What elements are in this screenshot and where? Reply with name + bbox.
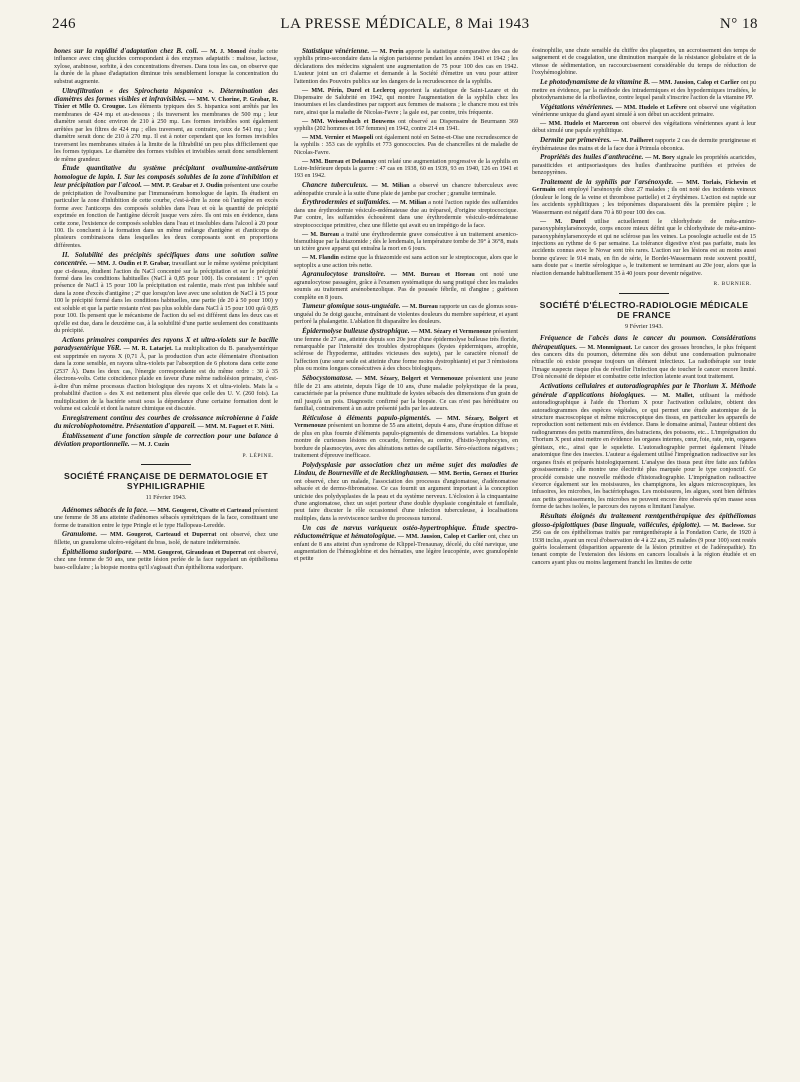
abstract-authors: — M. Flandin	[302, 255, 339, 262]
abstract-authors: — MM. Hudelo et Marceron	[540, 120, 619, 127]
abstract-text: ont observé une végétation vénérienne unique du gland ayant simulé à son début un accident primaire.	[532, 104, 756, 119]
abstract-text: ont observé, chez une fillette, un granulome ulcéro-végétant du bras, isolé, de nature indéterminée.	[54, 532, 278, 546]
abstract-title: Polydysplasie par association chez un même sujet des maladies de Lindau, de Bourneville et de Recklinghausen.	[294, 460, 518, 478]
abstract	[54, 165, 278, 250]
abstract-text: éosinophilie, une chute sensible du chiffre des plaquettes, un accroissement des temps de saignement et de coagulation, une diminution marquée de la résistance globulaire et de la vitesse de sédimentation, un raccourcissement considérable du temps de réduction de l'oxyhémoglobine.	[532, 48, 756, 77]
abstract	[294, 375, 518, 413]
section-divider	[141, 464, 191, 465]
abstract-authors: — MM. Périn, Durel et Leclercq	[302, 87, 396, 94]
abstract-authors: — MM. Weissenbach et Bouwens	[302, 118, 395, 125]
abstract-authors: — M. R. Latarjet.	[123, 346, 173, 353]
abstract	[532, 79, 756, 102]
abstract	[294, 462, 518, 524]
abstract	[294, 415, 518, 461]
abstract-title: bones sur la rapidité d'adaptation chez B. coli.	[54, 47, 199, 55]
abstract-text: présentent une courbe de précipitation de l'ovalbumine par l'immunsérum homologue de lapin. Ils étudient en particulier la zone d'inhibition de cette courbe, c'est-à-dire la zone où l'antigène en excès forme avec l'anticorps des composés solubles dans l'eau et où la quantité de précipité exprimée en fonction de l'antigène décroît jusque vers zéro. Ils ont mis en évidence, dans cette zone, l'existence de composés solubles dans l'eau et insolubles dans l'alcool à 20 pour 100. Ils concluent à la formation dans un même mélange d'antigène et d'anticorps de plusieurs combinaisons dans lesquelles les deux composants sont en proportions différentes.	[54, 183, 278, 249]
abstract-text: La multiplication du B. paradysentérique est supprimée en rayons X (0,71 Å, par la production d'un acte élémentaire d'ionisation dans la zone sensible, en rayons ultra-violets par l'absorption de 6 photons dans cette zone (2537 Å). Dans les deux cas, l'énergie correspondante est du même ordre : 30 à 35 électrons-volts. Cette coïncidence plaide en faveur d'une même radiolésion primaire, c'est-à-dire d'un même processus d'action biologique des rayons X et ultra-violets. Mais la « probabilité d'action » des X est nettement plus élevée que celle des U. V. (260 fois). La multiplication de la bactérie serait sous la dépendance d'une certaine formation dont le volume est calculé et dont la nature chimique est discutée.	[54, 346, 278, 413]
abstract	[54, 415, 278, 432]
abstract-title: Actions primaires comparées des rayons X et ultra-violets sur le bacille paradysentérique Y6R.	[54, 335, 278, 353]
abstract-authors: — MM. Vernier et Maspoli	[302, 134, 374, 141]
session-date: 11 Février 1943.	[145, 494, 187, 502]
abstract	[294, 525, 518, 564]
abstract	[54, 531, 278, 547]
abstract-authors: — MM. Sézary, Bolgert et Vermenouze	[355, 376, 464, 383]
abstract-authors: — M. J. Cuzin	[131, 442, 170, 449]
abstract-title: Réticulose à éléments papulo-pigmentés.	[302, 413, 432, 422]
abstract-authors: — MM. P. Grabar et J. Oudin	[143, 183, 223, 190]
society-heading: SOCIÉTÉ D'ÉLECTRO-RADIOLOGIE MÉDICALE DE FRANCE	[539, 299, 749, 320]
abstract-text: rapporte un cas de glomus sous-unguéal du 3e doigt gauche, entraînant de violentes douleurs du membre supérieur, et ayant perforé la phalangette. L'ablation fit disparaître les douleurs.	[294, 304, 518, 326]
abstract-text: a observé un chancre tuberculeux avec adénopathie crurale à la suite d'une plaie de jambe par crocher ; granulie terminale.	[294, 183, 518, 197]
abstract-authors: — M. Perin	[371, 49, 404, 55]
abstract-text: Les éléments typiques des S. hispanica sont arrêtés par les membranes de 424 mμ et au-dessous ; ils traversent les membranes de 500 mμ ; leur diamètre serait donc environ de 210 à 250 mμ. Les formes invisibles sont également arrêtées par les filtres de 424 mμ ; elles traversent, au contraire, ceux de 541 mμ ; leur diamètre serait donc de 210 à 270 mμ. Il est à noter cependant que les formes invisibles traversent les membranes situées à la limite de la filtrabilité un peu plus difficilement que les formes typiques. Le diamètre des formes visibles et invisibles serait donc sensiblement de même grandeur.	[54, 104, 279, 163]
abstract	[54, 433, 278, 450]
abstract-authors: — MM. Bertin, Gernez et Huriez	[430, 471, 518, 478]
abstract-authors: — M. Milian	[392, 200, 427, 207]
abstract	[54, 48, 278, 86]
abstract-text: ont observé au Dispensaire de Beurmann 369 syphilis (202 hommes et 167 femmes) en 1942, contre 214 en 1941.	[294, 118, 518, 133]
abstract-text: ont relaté une augmentation progressive de la syphilis en Loire-Inférieure depuis la guerre : 47 cas en 1938, 60 en 1939, 93 en 1940, 126 en 1941 et 193 en 1942.	[294, 158, 518, 180]
section-signature: P. LÉPINE.	[242, 452, 274, 459]
abstract-title: Résultats éloignés du traitement rœntgenthérapique des épithéliomas glosso-épiglottiques (base linguale, vallécules, épiglotte).	[532, 512, 756, 529]
abstract	[294, 255, 518, 270]
abstract-authors: — MM. Sézary, Bolgert et Vermenouze	[294, 415, 518, 430]
abstract-authors: — M. Bureau	[302, 231, 340, 238]
abstract-title: Agranulocytose transitoire.	[302, 270, 386, 279]
abstract-authors: — MM. Gougerot, Civatte et Carteaud	[149, 507, 252, 514]
abstract-text: ont également noté en Seine-et-Oise une recrudescence de la syphilis : 353 cas de syphilis et 773 gonococcies. Pas de chancrelles ni de maladie de Nicolas-Favre.	[294, 134, 519, 156]
column-middle	[294, 48, 518, 565]
abstract-title: Un cas de nævus variqueux ostéo-hypertrophique. Étude spectro-réductométrique et hématologique.	[294, 523, 518, 541]
abstract-text: présentent une jeune fille de 21 ans atteinte, depuis l'âge de 10 ans, d'une maladie polykystique de la peau, caractérisée par la présence d'une multitude de kystes sébacés des dimensions d'un grain de mil jusqu'à un pois. Diagnostic confirmé par la biopsie. Ce cas n'est pas héréditaire ou familial, contrairement à un autre présenté jadis par les auteurs.	[294, 376, 519, 412]
abstract-text: présentent une femme de 27 ans, atteinte depuis son 20e jour d'une épidermolyse bulleuse très floride, remarquable par l'intensité des troubles dystrophiques (kystes épidermiques, atrophie, sclérose de l'hypoderme, attitudes vicieuses des sujets), par le caractère récessif de l'affection (une sœur seule est atteinte d'une forme moins dystrophiante) et par 3 rémissions plus ou moins longues consécutives à des chocs biologiques.	[294, 329, 518, 373]
abstract-text: ont, chez un enfant de 8 ans atteint d'un syndrome de Klippel-Trenaunay, décelé, du côté nævique, une augmentation de l'hémoglobine et des hématies, une légère leucopénie, avec granulopénie et petite	[294, 534, 518, 563]
abstract-text: apportent la statistique de Saint-Lazare et du Dispensaire de Salubrité en 1942, qui montre l'augmentation de la syphilis chez les insoumises et les clandestines par rapport aux femmes de maisons ; le chancre mou est très rare, ainsi que la maladie de Nicolas-Favre ; la gale est, par contre, très fréquente.	[294, 87, 518, 116]
abstract	[532, 104, 756, 120]
abstract-authors: — MM. Bureau et Horeau	[390, 272, 475, 279]
abstract-title: Statistique vénérienne.	[302, 47, 370, 55]
abstract-title: Chancre tuberculeux.	[302, 181, 368, 190]
abstract-authors: — M. Mallet,	[650, 392, 695, 399]
abstract	[294, 199, 518, 230]
abstract	[294, 182, 518, 198]
abstract-authors: — MM. Bureau et Delaunay	[302, 158, 377, 165]
abstract-title: Ultrafiltration « des Spirochæta hispanica ». Détermination des diamètres des formes visibles et infravisibles.	[54, 86, 278, 104]
abstract-title: Enregistrement continu des courbes de croissance microbienne à l'aide du microbiophotomètre. Présentation d'appareil.	[54, 413, 278, 431]
abstract-text: a noté l'action rapide des sulfamides dans une érythrodermie vésiculo-œdémateuse due au tréparsol, d'origine streptococcique. Par contre, les sulfamides échouèrent dans une érythrodermie vésiculo-œdémateuse streptococcique primitive, chez une fillette qui avait eu un impétigo de la face.	[294, 200, 518, 229]
abstract-text: ont observé des végétations vénériennes ayant à leur début simulé une papule syphilitique.	[532, 120, 756, 135]
abstract-authors: — MM. Hudelo et Lefèvre	[615, 104, 687, 111]
abstract-authors: — MM. Gougerot, Giraudeau et Duperrat	[134, 549, 247, 556]
abstract-title: Adénomes sébacés de la face.	[62, 505, 149, 514]
abstract-title: Tumeur glomique sous-unguéale.	[302, 302, 401, 311]
abstract-title: Dermite par primevères.	[540, 136, 612, 145]
abstract	[294, 48, 518, 86]
abstract-title: Propriétés des huiles d'anthracène.	[540, 153, 644, 162]
abstract-authors: — MM. Torlais, Fichevin et Germain	[532, 180, 756, 194]
abstract-text: estime que la thiazomide est sans action sur le streptocoque, alors que le septoplix a une action très nette.	[294, 255, 518, 269]
abstract-authors: — MM. Sézary et Vermenouze	[411, 329, 492, 336]
abstract	[54, 507, 278, 530]
abstract	[294, 159, 518, 181]
abstract-title: Établissement d'une fonction simple de correction pour une balance à déviation proportionnelle.	[54, 431, 278, 449]
abstract-text: a traité une érythrodermie grave consécutive à un traitement arsenico-bismuthique par la thiazomide ; dès le lendemain, la température tombe de 39° à 36°8, mais un ictère grave apparut qui entraîna la mort en 6 jours.	[294, 231, 518, 253]
abstract	[294, 88, 518, 118]
abstract	[294, 119, 518, 134]
abstract	[532, 513, 756, 567]
abstract-title: II. Solubilité des précipités spécifiques dans une solution saline concentrée.	[54, 250, 278, 268]
journal-title: LA PRESSE MÉDICALE, 8 Mai 1943	[280, 16, 530, 32]
abstract-authors: — M. Bureau	[402, 304, 438, 311]
column-right	[532, 48, 756, 569]
abstract-title: Granulome.	[62, 530, 98, 539]
page-header	[52, 14, 758, 36]
abstract	[532, 179, 756, 217]
abstract	[532, 219, 756, 279]
abstract	[294, 135, 518, 157]
abstract-text: apporte la statistique comparative des cas de syphilis primo-secondaire dans la région parisienne pendant les années 1941 et 1942 ; les déclarations des médecins signalent une augmentation de 75 pour 100 des cas en 1942. L'auteur joint un cri d'alarme et demande à la Société d'émettre un vœu pour attirer l'attention des Pouvoirs publics sur les dangers de la recrudescence de la syphilis.	[294, 49, 518, 85]
abstract-text: ont observé, chez une femme de 50 ans, une petite lésion perlée de la face rappelant un épithélioma baso-cellulaire ; la biopsie montra qu'il s'agissait d'un épithélioma sudoripare.	[54, 549, 278, 571]
abstract-authors: — MM. M. Faguet et F. Nitti.	[197, 424, 274, 431]
abstract	[54, 549, 278, 572]
abstract	[294, 328, 518, 374]
abstract-authors: — M. Baclesse.	[703, 522, 746, 529]
abstract-authors: — M. Milian	[371, 183, 410, 190]
abstract-text: utilisant la méthode autoradiographique à l'aide du Thorium X pour l'activation cellulaire, obtient des autoradiogrammes des espèces végétales, ce qui permet une étude anatomique de la structure macroscopique et même microscopique des tissus, en particulier les appareils de reproduction sont nettement mis en évidence. Dans le domaine animal, l'auteur obtient des radiogrammes des petits mammifères, des batraciens, des poissons, etc... L'imprégnation du Thorium X peut ainsi mettre en évidence les organes internes, cœur, foie, rate, rein, organes génitaux, etc., ainsi que le squelette. L'autoradiographie permet également l'étude anatomique fine des insectes. L'auteur a également utilisé l'imprégnation radioactive sur les organes fixés et préparés histologiquement. L'analyse des tissus peut être faite aux faibles grossissements ; elle montre une électivité plus marquée pour le type conjonctif. Ce procédé consiste une nouvelle méthode d'historadiographie. L'imprégnation radioactive s'exerce également sur les moisissures, les champignons, les algues microscopiques, les infusoires, les microbes, les bactériophages. Les moisissures, les algues, sont bien définies aux petits grossissements, les microbes ne peuvent encore être observés qu'en masse sous forme de taches isolées, le parcours des rayons α limitant l'analyse.	[532, 392, 757, 511]
abstract-title: Épithélioma sudoripare.	[62, 547, 134, 556]
abstract	[532, 335, 756, 382]
abstract	[532, 48, 756, 78]
abstract-text: ont noté une agranulocytose passagère, grâce à l'examen systématique du sang pratiqué chez les malades soumis au traitement arsénobenzolique. Pas de poussée fébrile, ni d'angine ; guérison complète en 8 jours.	[294, 272, 518, 301]
abstract-authors: — MM. Jausion, Calop et Carlier	[397, 534, 487, 541]
abstract-text: Sur 256 cas de ces épithéliomas traités par rœntgenthérapie à la Fondation Curie, de 1920 à 1938 inclus, ayant un recul d'observation de 4 à 22 ans, 25 malades (9 pour 100) sont restés guéris localement (disparition apparente de la lésion primitive et de l'adénopathie). En tenant compte de l'extension des lésions en cancers localisés à la région étudiée et en cancers ayant plus ou moins largement franchi les limites de cette	[532, 522, 756, 566]
section-divider	[619, 293, 669, 294]
abstract-authors: — M. Durel	[540, 218, 586, 225]
abstract-text: ont pu mettre en évidence, par la méthode des intradermiques et des hypodermiques irradiées, le photodynamisme de la riboflavine, contre lequel paraît s'inscrire l'action de la vitamine PP.	[532, 80, 756, 102]
session-date: 9 Février 1943.	[625, 322, 663, 330]
abstract-title: Épidermolyse bulleuse dystrophique.	[302, 327, 410, 336]
abstract-text: ont employé l'arsénoxyde chez 27 malades ; ils ont noté des incidents veineux (douleur le long de la veine et thrombose partielle) et 2 érythèmes. L'action est rapide sur les accidents syphilitiques ; les tréponèmes disparaissent dès la première piqûre ; le Wassermann est négatif dans 70 à 80 pour 100 des cas.	[532, 187, 756, 216]
abstract-title: Le photodynamisme de la vitamine B.	[540, 78, 650, 87]
issue-number: N° 18	[719, 16, 758, 32]
abstract-text: ont observé, chez un malade, l'association des processus d'angiomatose, d'adénomatose sébacée et de dermo-fibromatose. Ce cas fournit un argument important à la conception uniciste des polydysplasies de la peau et du système nerveux. L'éclosion à la cinquantaine d'une angiomatose, chez un sujet porteur d'une double dysplasie congénitale et familiale, peut faire discuter le rôle occasionnel d'une infection tuberculeuse, à localisations multiples, dans la reviviscence tardive du processus tumoral.	[294, 478, 518, 522]
abstract	[294, 271, 518, 302]
abstract	[54, 252, 278, 336]
abstract-text: utilise actuellement le chlorhydrate de méta-amino-paraoxyphénylarsénoxyde, corps encore mieux défini que le chlorhydrate de méta-amino-paraoxyphénylarsenoxyde et qui ne sclérose pas les veines. La posologie actuelle est de 15 injections au rythme de 6 par semaine. La tolérance digestive n'est pas parfaite, mais les accidents connus avec le Novar sont très rares. L'action sur les lésions est au moins aussi bonne qu'avec le 914 mais, en fin de série, le Bordet-Wassermann reste souvent positif, sans doute par « inertie sérologique », le traitement se terminant au 20e jour, alors que la réaction demande habituellement 35 à 40 jours pour devenir négative.	[532, 218, 756, 277]
abstract-text: étudie cette influence avec cinq glucides correspondant à des enzymes adaptatifs : maltose, lactose, xylose, arabinose, sorbite, à des concentrations diverses. Dans tous les cas, on observe que la durée de la phase d'adaptation diminue très sensiblement lorsque la concentration du substrat augmente.	[54, 49, 278, 85]
abstract-authors: — MM. V. Chorine, P. Grabar, R. Tixier et Mlle O. Crougue.	[54, 97, 279, 111]
abstract	[532, 121, 756, 136]
abstract-title: Activations cellulaires et autoradiographies par le Thorium X. Méthode générale d'applications biologiques.	[532, 382, 756, 399]
column-left	[54, 48, 278, 573]
abstract-text: présentent un homme de 55 ans atteint, depuis 4 ans, d'une éruption diffuse et de plus en plus fournie d'éléments papulo-pigmentés de dimensions variables. La biopsie montre de curieuses lésions en cocarde, formées, au centre, d'histio-lymphocytes, en bordure de plasmocytes, avec des altérations nettes de capillarite. Séro-réactions négatives ; traitement d'épreuve inefficace.	[294, 423, 518, 459]
page-number: 246	[52, 16, 76, 32]
society-heading: SOCIÉTÉ FRANÇAISE DE DERMATOLOGIE ET SYPHILIGRAPHIE	[63, 471, 269, 492]
abstract-title: Traitement de la syphilis par l'arsénoxyde.	[540, 178, 674, 187]
abstract-authors: — MM. Gougerot, Carteaud et Duperrat	[100, 532, 217, 539]
abstract-text: signale les propriétés acaricides, parasiticides et antipsoriasiques des huiles d'anthracène purifiées et privées de benzopyrènes.	[532, 155, 756, 177]
abstract-authors: — M. Monmignaut.	[579, 344, 633, 351]
abstract-authors: — MM. J. Oudin et P. Grabar,	[89, 261, 171, 268]
abstract	[532, 154, 756, 177]
abstract-authors: — M. Bory	[645, 155, 675, 162]
abstract-text: présentent une femme de 38 ans atteinte d'adénomes sébacés symétriques de la face, constituant une forme de transition entre le type Pringle et le type Hallopeau-Leredde.	[54, 507, 278, 529]
abstract-title: Érythrodermies et sulfamides.	[302, 198, 391, 207]
abstract-title: Étude quantitative du système précipitant ovalbumine-antisérum homologue de lapin. I. Sur les composés solubles de la zone d'inhibition et leur précipitation par l'alcool.	[54, 164, 278, 190]
abstract-title: Fréquence de l'abcès dans le cancer du poumon. Considérations thérapeutiques.	[532, 334, 756, 351]
section-signature: R. BURNIER.	[713, 281, 752, 288]
abstract-text: Le cancer des grosses bronches, le plus fréquent des cancers dits du poumon, détermine dès son début une condensation pulmonaire rétractile où existe presque toujours un élément infectieux. La radiothérapie sur toute l'image suspecte risque plus de réveiller l'infection que de toucher le cancer encore limité. D'où nécessité de dépister et combattre cette infection latente avant tout traitement.	[532, 344, 756, 381]
abstract	[294, 232, 518, 254]
abstract	[54, 337, 278, 414]
abstract-text: rapporte 2 cas de dermite prurigineuse et érythémateuse des mains et de la face due à Primula obconica.	[532, 138, 756, 152]
abstract-authors: — M. J. Monod	[201, 49, 246, 55]
abstract-title: Sébocystomatose.	[302, 374, 354, 383]
abstract-authors: — M. Pailheret	[612, 138, 654, 145]
abstract	[532, 383, 756, 512]
abstract-authors: — MM. Jausion, Calop et Carlier	[651, 80, 740, 87]
abstract-text: travaillant sur le même système précipitant que ci-dessus, étudient l'action du NaCl concentré sur la précipitation et sur le précipité formé dans les conditions habituelles (NaCl à 0,85 pour 100). Ils constatent : 1° qu'en présence de NaCl à 15 pour 100 la précipitation est ralentie, mais n'est pas inhibée sauf dans la zone d'excès d'antigène ; 2° que lorsqu'on lave avec une solution de NaCl à 15 pour 100 le précipité formé dans les conditions habituelles, une partie (de 20 à 50 pour 100) y est soluble et que la partie restante n'est pas plus soluble dans NaCl à 15 pour 100 qu'à 0,85 pour 100. Ils pensent que le mécanisme de l'action du sel est différent dans les deux cas et qu'elle est due, dans le deuxième cas, à la solubilité d'une partie seulement des constituants du précipité.	[54, 261, 278, 335]
abstract-title: Végétations vénériennes.	[540, 102, 614, 111]
abstract	[54, 88, 278, 165]
abstract	[532, 137, 756, 153]
abstract	[294, 303, 518, 326]
